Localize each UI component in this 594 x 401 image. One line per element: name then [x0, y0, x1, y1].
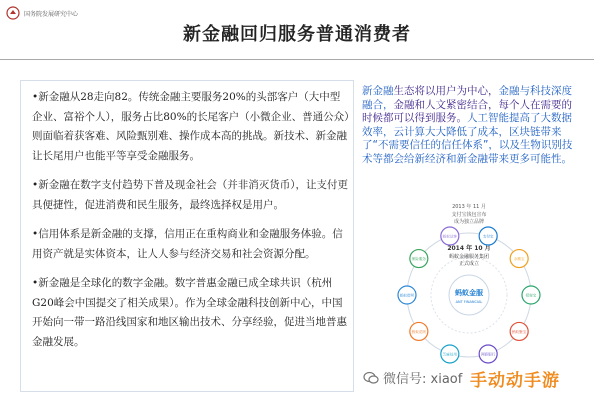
diagram-node-label: 支付宝 [482, 234, 494, 239]
diagram-center-title: 蚂蚁金服 [455, 289, 483, 297]
diagram-node-label: 保险服务 [411, 257, 427, 262]
diagram-node-label: 余额宝 [513, 257, 525, 262]
wechat-id: 微信号: xiaof [383, 372, 463, 387]
summary-segment: 金融和人文紧密结合，每个人在需要的时候都可以得到服务。 [362, 98, 572, 124]
diagram-label-top2: 支付宝钱包宣布 [451, 212, 487, 218]
summary-text [362, 85, 582, 166]
diagram-label-mid: 2014 年 10 月 [447, 245, 491, 252]
bullet-list [32, 88, 350, 362]
diagram-node-label: 蚂蚁借呗 [399, 293, 415, 298]
diagram-node-label: 网商银行 [480, 352, 496, 357]
diagram-node-label: 芝麻信用 [442, 352, 458, 357]
bullet-item: •新金融在数字支付趋势下普及现金社会（并非消灭货币），让支付更具便捷性，促进消费和民生服务，最终选择权是用户。 [32, 179, 348, 211]
diagram-node-label: 蚂蚁聚宝 [511, 329, 527, 334]
wechat-icon [363, 370, 379, 386]
site-watermark-logo: 手动动手游 [470, 371, 560, 391]
bullet-item: •新金融从28走向82。传统金融主要服务20%的头部客户（大中型企业、富裕个人），服务占比80%的长尾客户（小微企业、普通公众）则面临着获客难、风险甄别难、操作成本高的挑战。新技术、新金融让长尾用户也能平等享受金融服务。 [32, 91, 350, 162]
ant-financial-diagram [369, 200, 569, 370]
bullet-item: •新金融是全球化的数字金融。数字普惠金融已成全球共识（杭州G20峰会中国提交了相关成果）。作为全球金融科技创新中心，中国开始向一带一路沿线国家和地区输出技术、分享经验，促进当地普惠金融发展。 [32, 277, 347, 348]
org-logo [6, 6, 78, 20]
diagram-label-mid3: 正式成立 [458, 261, 480, 267]
org-logo-text: 国务院发展研究中心 [24, 10, 79, 18]
summary-segment: 金融与科技深度融合， [362, 85, 572, 111]
diagram-label-top3: 成为独立品牌 [453, 219, 485, 225]
summary-segment: 人工智能提高了大数据效率，云计算大大降低了成本，区块链带来了“不需要信任的信任体系”，以及生物识别技术等都会给新经济和新金融带来更多可能性。 [362, 112, 573, 165]
summary-segment: 新金融 [362, 85, 394, 97]
title-divider [0, 59, 594, 60]
diagram-label-top: 2013 年 11 月 [452, 204, 486, 210]
wechat-watermark [363, 368, 462, 387]
diagram-node-label: 蚂蚁花呗 [411, 329, 427, 334]
emblem-icon [6, 6, 20, 20]
diagram-node-label: 蚂蚁达客 [442, 234, 458, 239]
diagram-node-label: 招财宝 [525, 293, 537, 298]
bullet-item: •信用体系是新金融的支撑，信用正在重构商业和金融服务体验。信用资产就是实体资本，让人人参与经济交易和社会资源分配。 [32, 228, 343, 260]
page-title: 新金融回归服务普通消费者 [183, 24, 411, 45]
summary-segment: 生态将以用户为中心， [393, 85, 499, 97]
diagram-center-subtitle: ANT FINANCIAL [455, 300, 483, 304]
diagram-label-mid2: 蚂蚁金融服务集团 [448, 254, 490, 260]
